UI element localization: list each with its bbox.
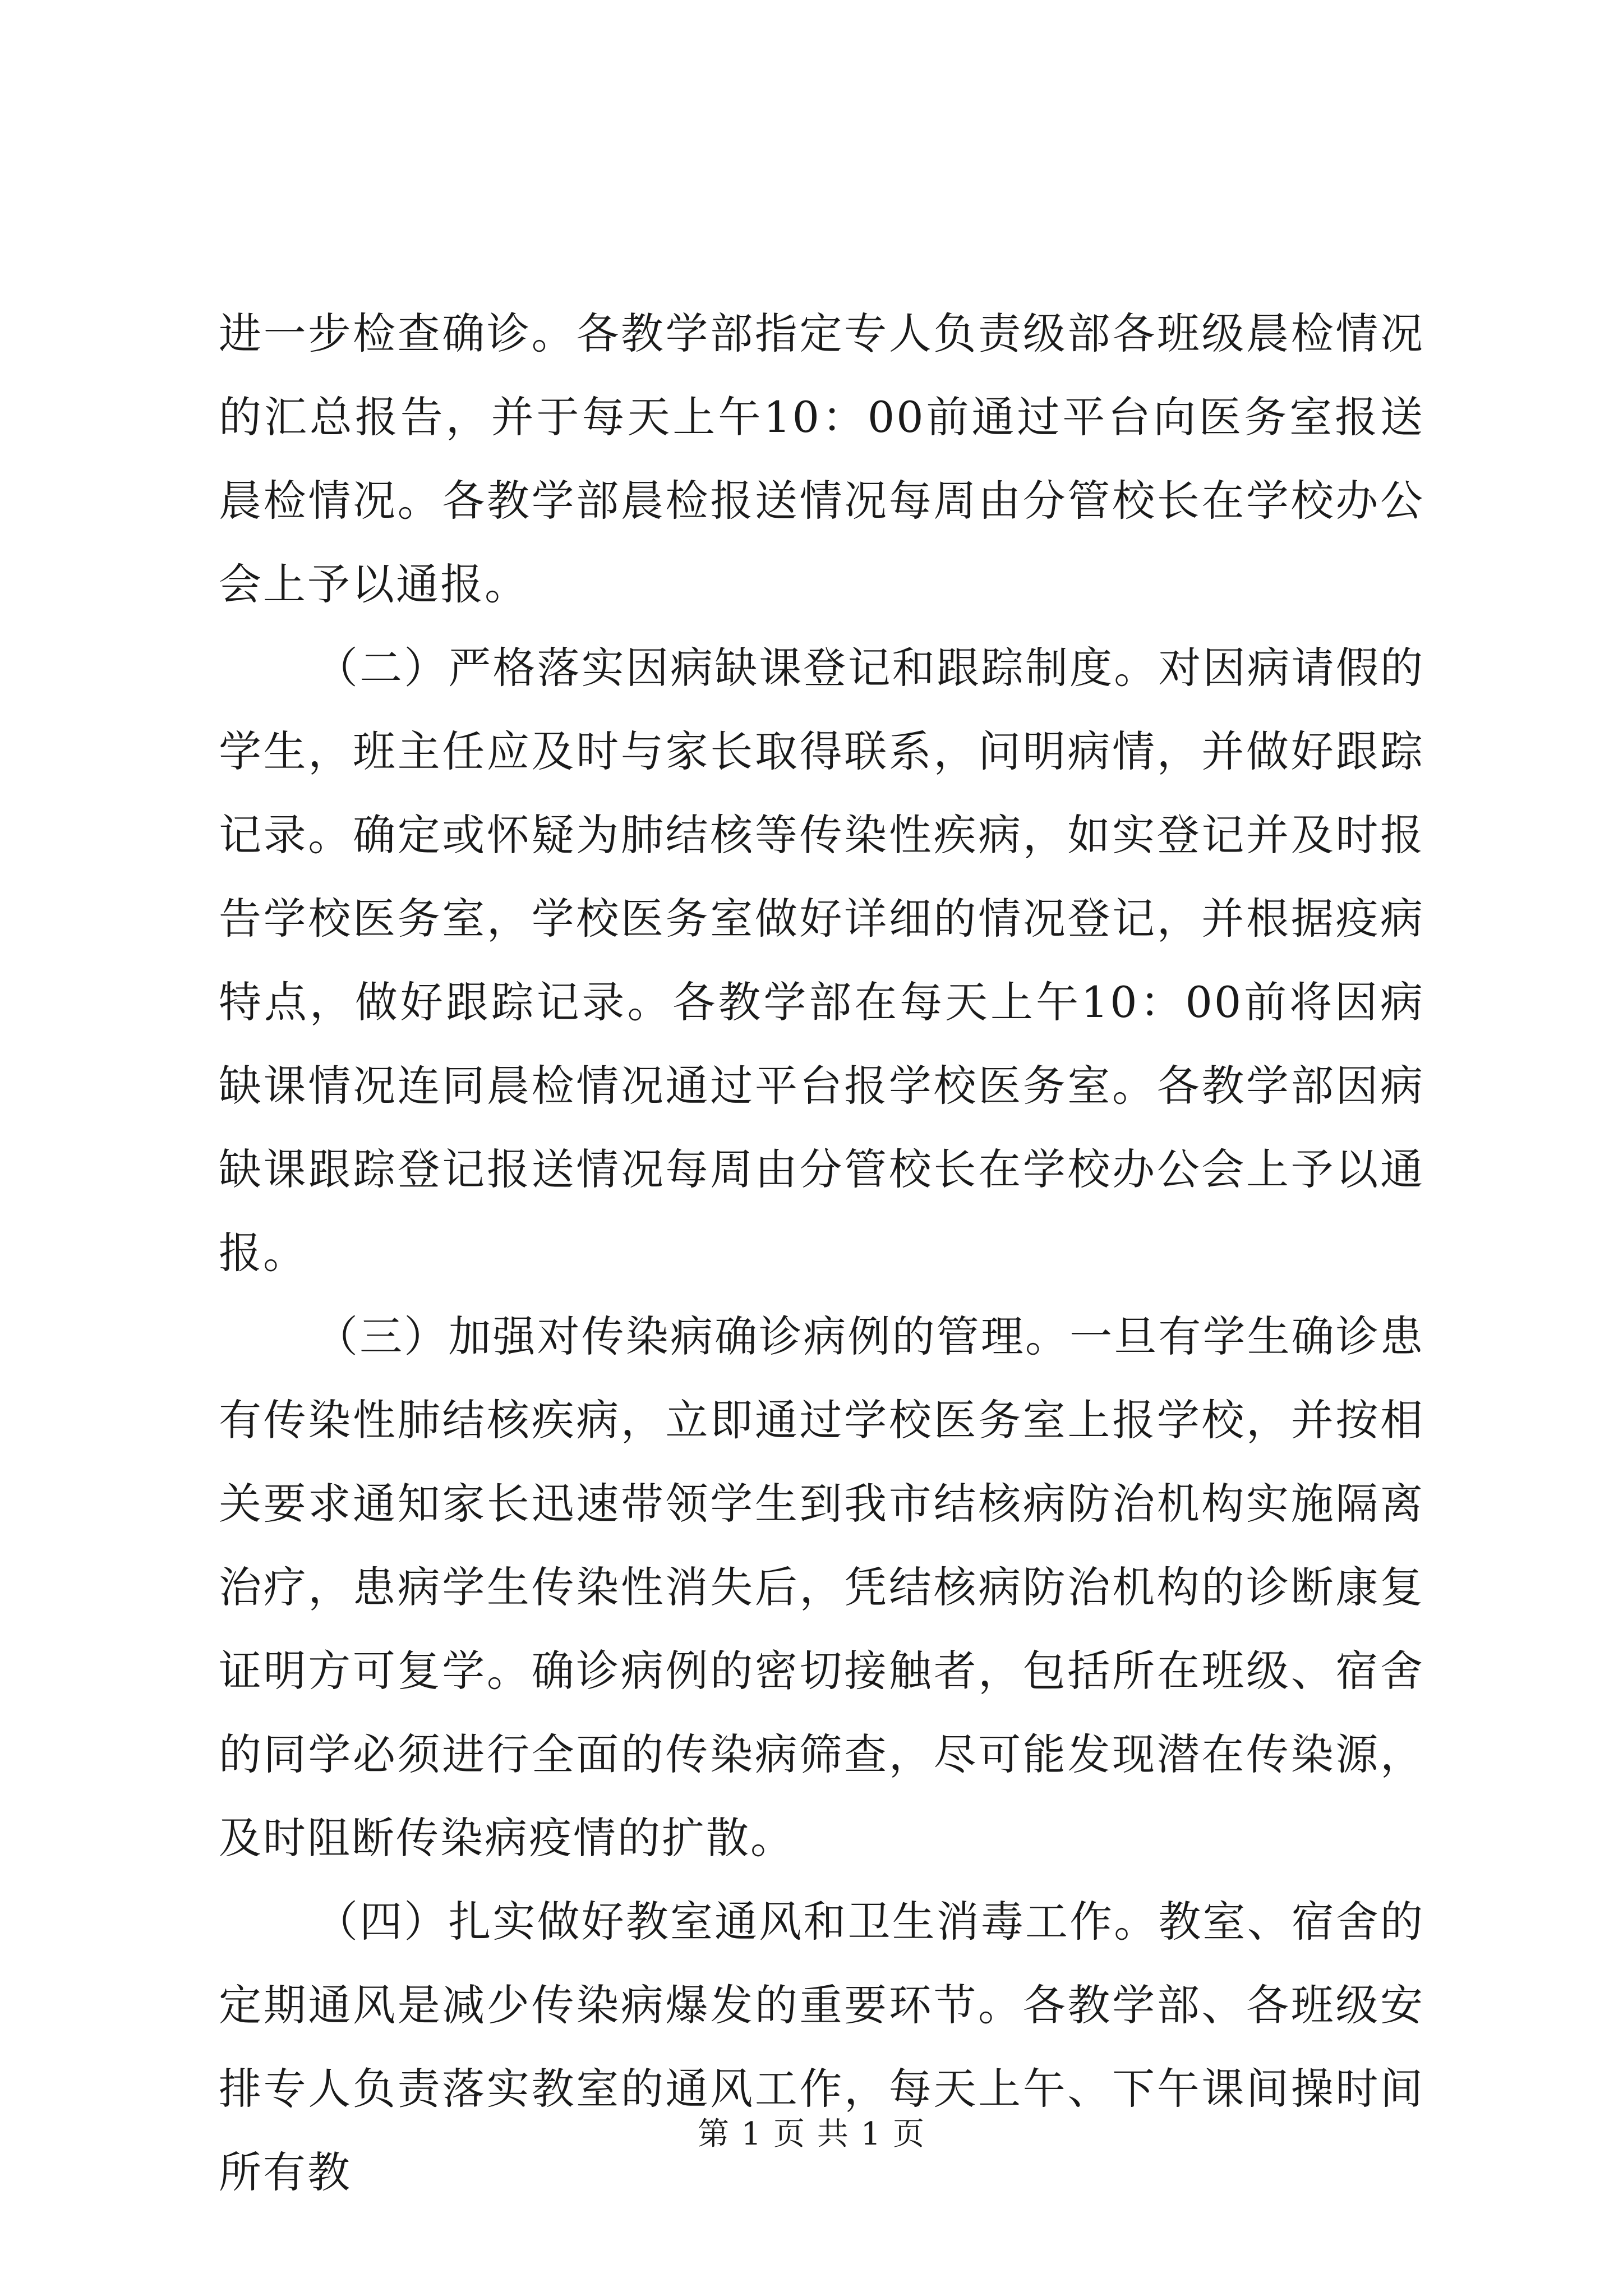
- paragraph-section-4: （四）扎实做好教室通风和卫生消毒工作。教室、宿舍的定期通风是减少传染病爆发的重要环节。各教学部、各班级安排专人负责落实教室的通风工作，每天上午、下午课间操时间所有教: [219, 1897, 1424, 2197]
- paragraph-section-2: （二）严格落实因病缺课登记和跟踪制度。对因病请假的学生，班主任应及时与家长取得联系，问明病情，并做好跟踪记录。确定或怀疑为肺结核等传染性疾病，如实登记并及时报告学校医务室，学校医务室做好详细的情况登记，并根据疫病特点，做好跟踪记录。各教学部在每天上午10：00前将因病缺课情况连同晨检情况通过平台报学校医务室。各教学部因病缺课跟踪登记报送情况每周由分管校长在学校办公会上予以通报。: [219, 643, 1424, 1278]
- paragraph-section-3: （三）加强对传染病确诊病例的管理。一旦有学生确诊患有传染性肺结核疾病，立即通过学校医务室上报学校，并按相关要求通知家长迅速带领学生到我市结核病防治机构实施隔离治疗，患病学生传染性消失后，凭结核病防治机构的诊断康复证明方可复学。确诊病例的密切接触者，包括所在班级、宿舍的同学必须进行全面的传染病筛查，尽可能发现潜在传染源，及时阻断传染病疫情的扩散。: [219, 1312, 1424, 1863]
- paragraph-continuation: 进一步检查确诊。各教学部指定专人负责级部各班级晨检情况的汇总报告，并于每天上午10：00前通过平台向医务室报送晨检情况。各教学部晨检报送情况每周由分管校长在学校办公会上予以通报。: [219, 309, 1424, 609]
- document-body: [219, 292, 1424, 2214]
- page-footer: 第 1 页 共 1 页: [697, 2116, 926, 2152]
